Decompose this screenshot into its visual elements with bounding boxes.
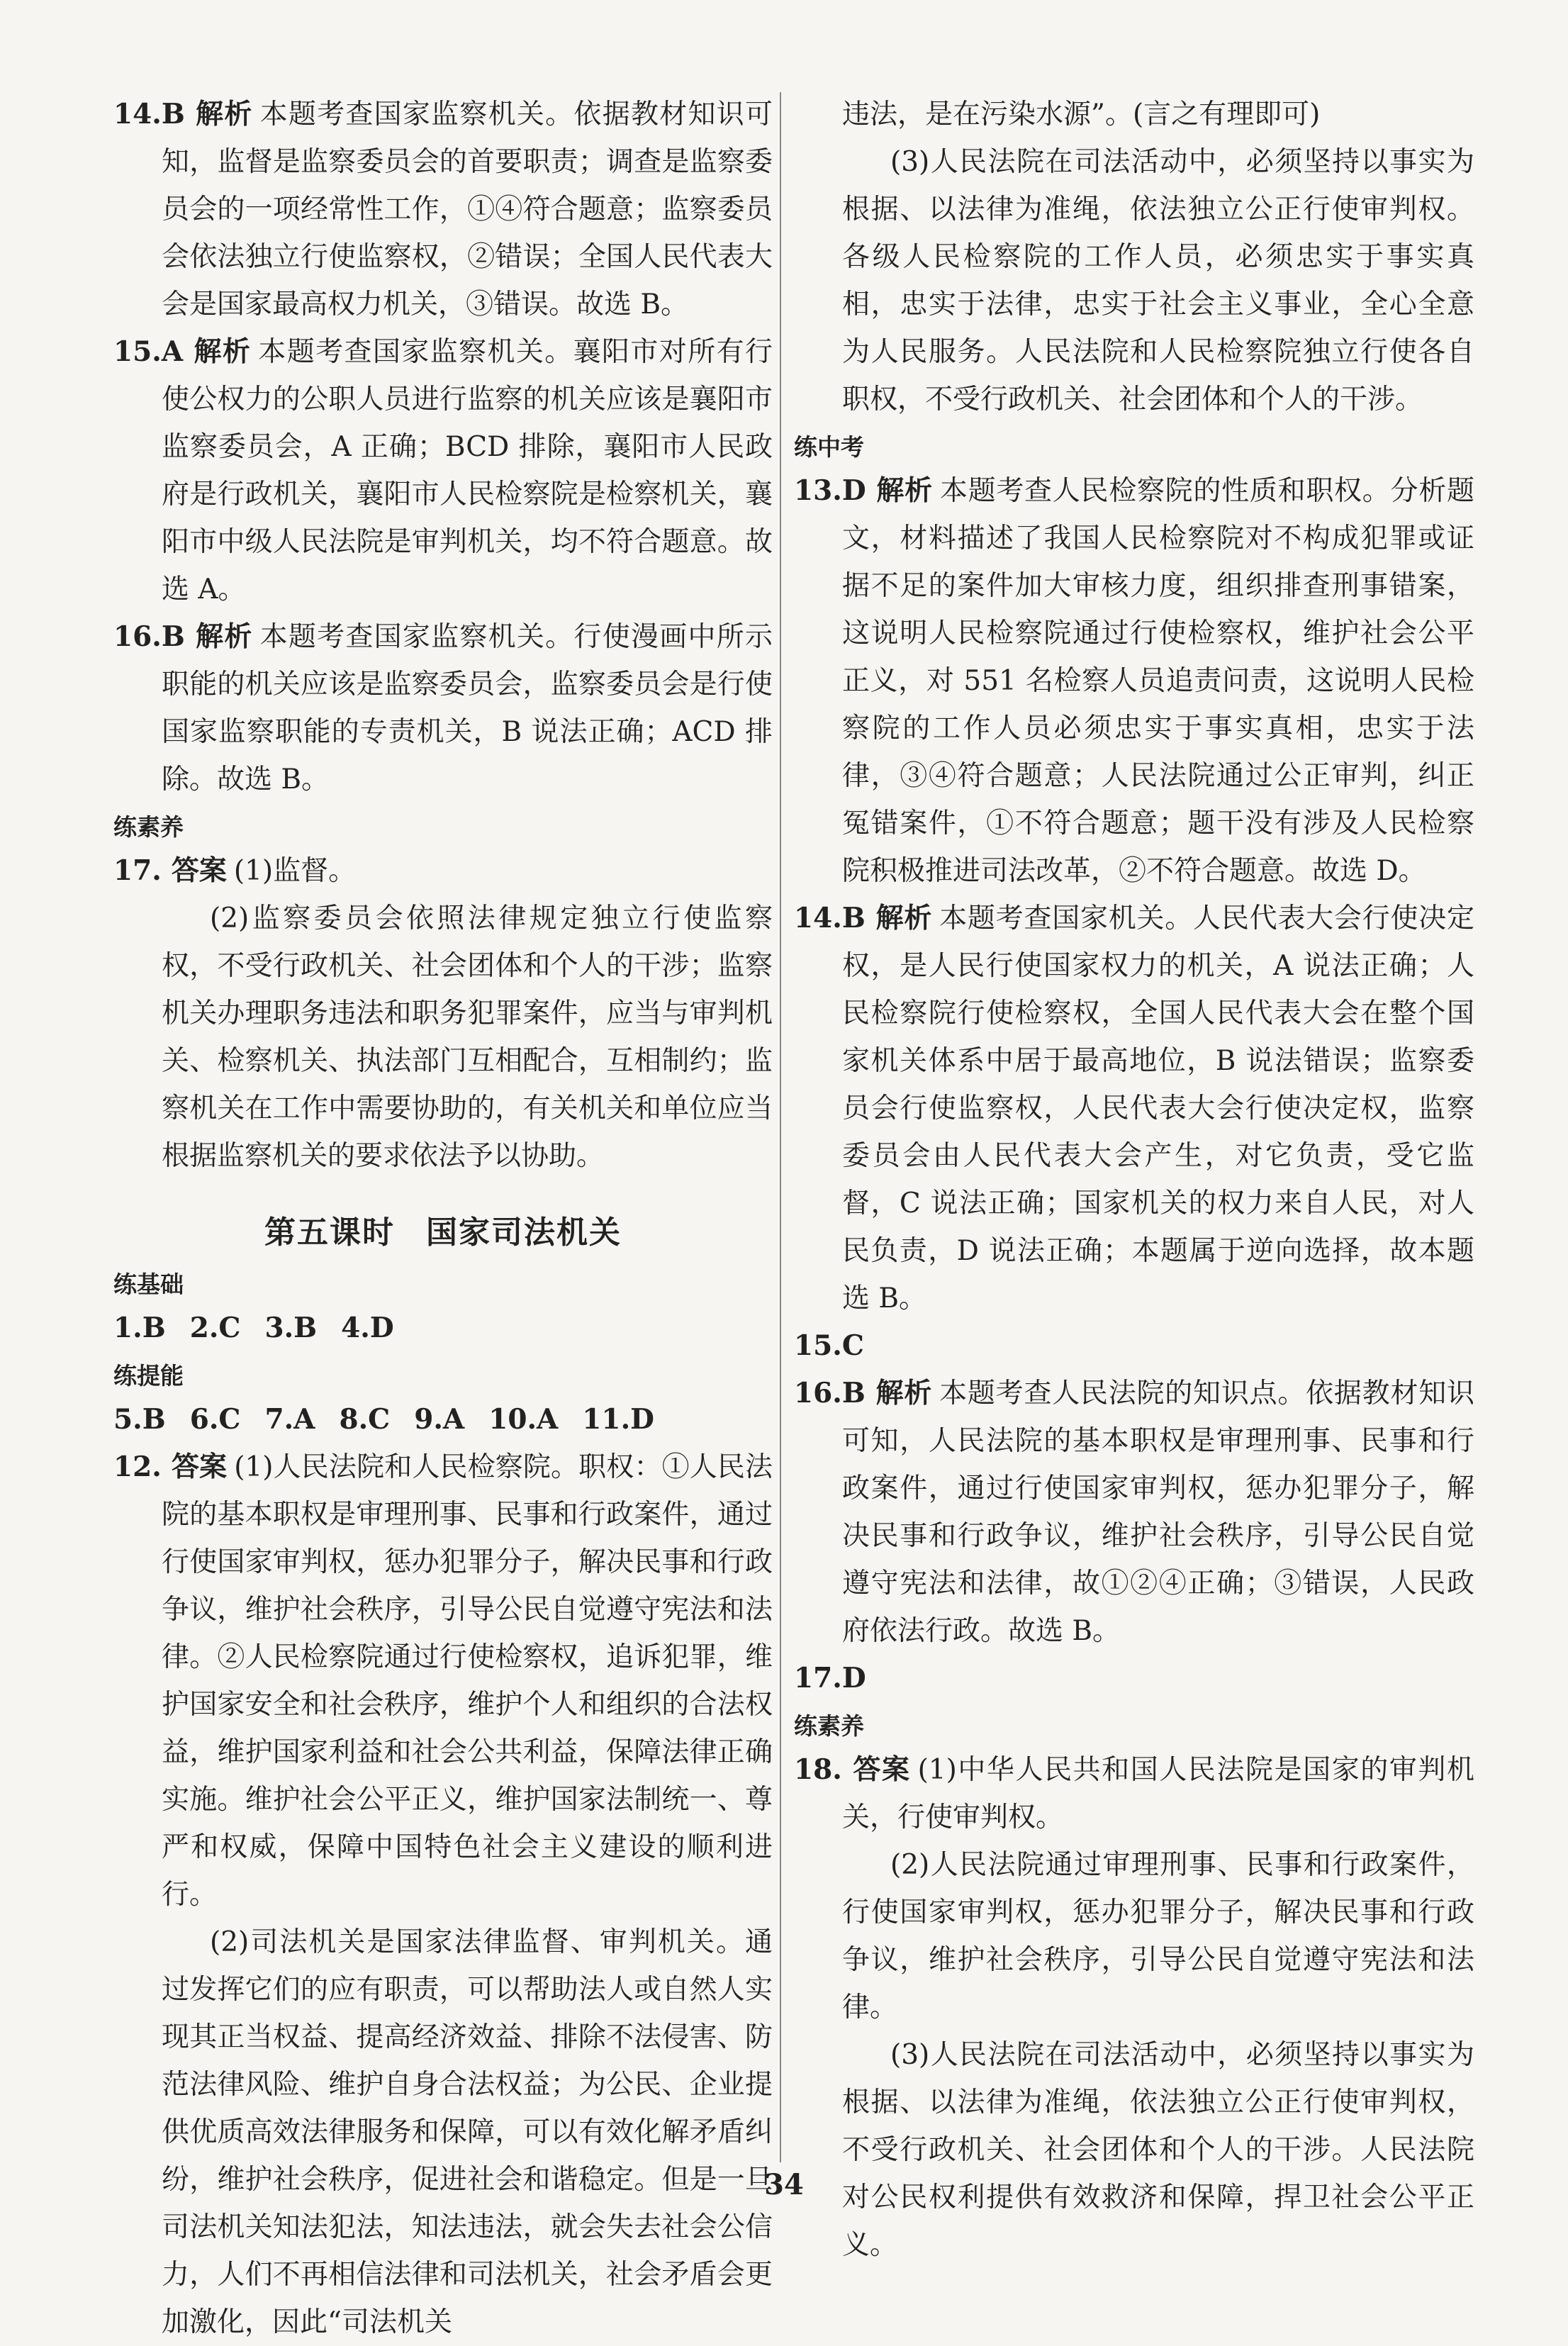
basic-answers-row: 1.B 2.C 3.B 4.D xyxy=(113,1312,394,1344)
section-heading-tineng: 练提能 xyxy=(113,1362,184,1390)
answer-17-right: 17.D xyxy=(794,1662,866,1694)
answer-18: 18. 答案 (1)中华人民共和国人民法院是国家的审判机关，行使审判权。 xyxy=(794,1753,1474,1833)
answer-16-left: 16.B 解析 本题考查国家监察机关。行使漫画中所示职能的机关应该是监察委员会，监察委员会是行使国家监察职能的专责机关，B 说法正确；ACD 排除。故选 B。 xyxy=(113,620,773,795)
column-divider xyxy=(780,92,781,2162)
section-heading-jichu: 练基础 xyxy=(113,1270,184,1298)
answer-16-right: 16.B 解析 本题考查人民法院的知识点。依据教材知识可知，人民法院的基本职权是审理刑事、民事和行政案件，通过行使国家审判权，惩办犯罪分子，解决民事和行政争议，维护社会秩序，引导公民自觉遵守宪法和法律，故①②④正确；③错误，人民政府依法行政。故选 B。 xyxy=(794,1377,1474,1647)
section-heading-suyang: 练素养 xyxy=(113,813,184,841)
answer-14-right: 14.B 解析 本题考查国家机关。人民代表大会行使决定权，是人民行使国家权力的机关，A 说法正确；人民检察院行使检察权，全国人民代表大会在整个国家机关体系中居于最高地位，B 说法错误；监察委员会行使监察权，人民代表大会行使决定权，监察委员会由人民代表大会产生，对它负责，受它监督，C 说法正确；国家机关的权力来自人民，对人民负责，D 说法正确；本题属于逆向选择，故本题选 B。 xyxy=(794,902,1474,1314)
answer-12-continuation: 违法，是在污染水源”。(言之有理即可) xyxy=(842,99,1321,130)
tineng-answers-row: 5.B 6.C 7.A 8.C 9.A 10.A 11.D xyxy=(113,1403,654,1436)
answer-17-left: 17. 答案 (1)监督。 xyxy=(113,854,357,887)
page-number: 34 xyxy=(764,2168,804,2201)
section-heading-suyang-right: 练素养 xyxy=(794,1712,864,1740)
lesson-title: 第五课时 国家司法机关 xyxy=(264,1214,622,1251)
section-heading-zhongkao: 练中考 xyxy=(794,433,864,461)
answer-14-left: 14.B 解析 本题考查国家监察机关。依据教材知识可知，监督是监察委员会的首要职责；调查是监察委员会的一项经常性工作，①④符合题意；监察委员会依法独立行使监察权，②错误；全国人民代表大会是国家最高权力机关，③错误。故选 B。 xyxy=(113,98,773,320)
answer-18-part-2: (2)人民法院通过审理刑事、民事和行政案件，行使国家审判权，惩办犯罪分子，解决民事和行政争议，维护社会秩序，引导公民自觉遵守宪法和法律。 xyxy=(842,1849,1474,2023)
answer-15-right: 15.C xyxy=(794,1329,864,1362)
answer-18-part-3: (3)人民法院在司法活动中，必须坚持以事实为根据、以法律为准绳，依法独立公正行使审判权，不受行政机关、社会团体和个人的干涉。人民法院对公民权利提供有效救济和保障，捍卫社会公平正义。 xyxy=(842,2039,1474,2261)
answer-17-part-2: (2)监察委员会依照法律规定独立行使监察权，不受行政机关、社会团体和个人的干涉；监察机关办理职务违法和职务犯罪案件，应当与审判机关、检察机关、执法部门互相配合，互相制约；监察机关在工作中需要协助的，有关机关和单位应当根据监察机关的要求依法予以协助。 xyxy=(162,903,773,1172)
answer-12-part-3: (3)人民法院在司法活动中，必须坚持以事实为根据、以法律为准绳，依法独立公正行使审判权。各级人民检察院的工作人员，必须忠实于事实真相，忠实于法律，忠实于社会主义事业，全心全意为人民服务。人民法院和人民检察院独立行使各自职权，不受行政机关、社会团体和个人的干涉。 xyxy=(842,146,1474,415)
answer-15-left: 15.A 解析 本题考查国家监察机关。襄阳市对所有行使公权力的公职人员进行监察的机关应该是襄阳市监察委员会，A 正确；BCD 排除，襄阳市人民政府是行政机关，襄阳市人民检察院是检察机关，襄阳市中级人民法院是审判机关，均不符合题意。故选 A。 xyxy=(113,335,773,605)
answer-13-right: 13.D 解析 本题考查人民检察院的性质和职权。分析题文，材料描述了我国人民检察院对不构成犯罪或证据不足的案件加大审核力度，组织排查刑事错案，这说明人民检察院通过行使检察权，维护社会公平正义，对 551 名检察人员追责问责，这说明人民检察院的工作人员必须忠实于事实真相，忠实于法律，③④符合题意；人民法院通过公正审判，纠正冤错案件，①不符合题意；题干没有涉及人民检察院积极推进司法改革，②不符合题意。故选 D。 xyxy=(794,474,1474,887)
left-column xyxy=(113,91,773,2346)
answer-12-part-2: (2)司法机关是国家法律监督、审判机关。通过发挥它们的应有职责，可以帮助法人或自然人实现其正当权益、提高经济效益、排除不法侵害、防范法律风险、维护自身合法权益；为公民、企业提供优质高效法律服务和保障，可以有效化解矛盾纠纷，维护社会秩序，促进社会和谐稳定。但是一旦司法机关知法犯法，知法违法，就会失去社会公信力，人们不再相信法律和司法机关，社会矛盾会更加激化，因此“司法机关 xyxy=(162,1926,773,2338)
right-column xyxy=(794,91,1474,2269)
answer-12: 12. 答案 (1)人民法院和人民检察院。职权：①人民法院的基本职权是审理刑事、民事和行政案件，通过行使国家审判权，惩办犯罪分子，解决民事和行政争议，维护社会秩序，引导公民自觉遵守宪法和法律。②人民检察院通过行使检察权，追诉犯罪，维护国家安全和社会秩序，维护个人和组织的合法权益，维护国家利益和社会公共利益，保障法律正确实施。维护社会公平正义，维护国家法制统一、尊严和权威，保障中国特色社会主义建设的顺利进行。 xyxy=(113,1451,773,1911)
